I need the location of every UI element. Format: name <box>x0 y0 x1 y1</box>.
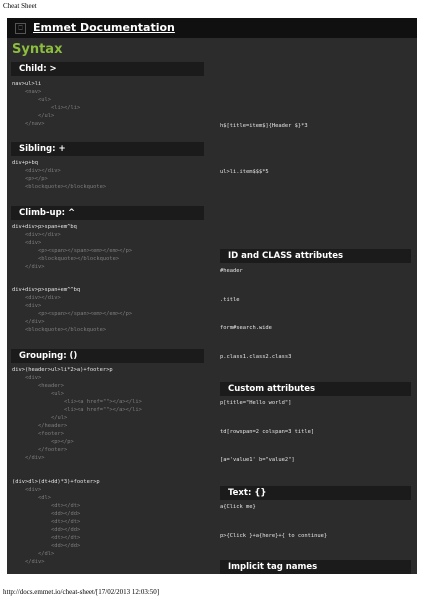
expanded-html-line: <blockquote></blockquote> <box>25 327 107 333</box>
id-class-item: #header <box>220 268 243 274</box>
expanded-html-line: </ul> <box>38 113 55 119</box>
expanded-html-line: <p></p> <box>25 176 48 182</box>
grouping-header: Grouping: () <box>11 349 204 363</box>
expanded-html-line: <dl> <box>38 495 51 501</box>
expanded-html-line: </header> <box>38 423 68 429</box>
expanded-html-line: <ul> <box>38 97 51 103</box>
id-class-header: ID and CLASS attributes <box>220 249 411 263</box>
expanded-html-line: <ul> <box>51 391 64 397</box>
expanded-html-line: <div></div> <box>25 295 61 301</box>
expanded-html-line: <div></div> <box>25 168 61 174</box>
sibling-header: Sibling: + <box>11 142 204 156</box>
text-header: Text: {} <box>220 486 411 500</box>
expanded-html-line: <nav> <box>25 89 42 95</box>
expanded-html-line: </dl> <box>38 551 55 557</box>
attr-example-1: h$[title=item$]{Header $}*3 <box>220 123 308 129</box>
expanded-html-line: </nav> <box>25 121 45 127</box>
expanded-html-line: <dd></dd> <box>51 527 81 533</box>
climb-up-code-2 <box>12 286 132 334</box>
text-item: p>{Click }+a{here}+{ to continue} <box>220 533 328 539</box>
id-class-item: form#search.wide <box>220 325 272 331</box>
expanded-html-line: </div> <box>25 559 45 565</box>
expanded-html-line: <p><span></span><em></em></p> <box>38 248 133 254</box>
climb-up-code-1 <box>12 223 132 271</box>
site-title-link[interactable]: Emmet Documentation <box>33 21 175 34</box>
expanded-html-line: <div> <box>25 487 42 493</box>
expanded-html-line: <header> <box>38 383 64 389</box>
id-class-item: p.class1.class2.class3 <box>220 354 292 360</box>
abbreviation-line: nav>ul>li <box>12 81 42 87</box>
expanded-html-line: <li></li> <box>51 105 81 111</box>
expanded-html-line: </div> <box>25 455 45 461</box>
expanded-html-line: <dt></dt> <box>51 519 81 525</box>
expanded-html-line: </div> <box>25 319 45 325</box>
abbreviation-line: div>(header>ul>li*2>a)+footer>p <box>12 367 113 373</box>
expanded-html-line: <p><span></span><em></em></p> <box>38 311 133 317</box>
expanded-html-line: <dt></dt> <box>51 503 81 509</box>
sibling-code <box>12 159 106 191</box>
expanded-html-line: <div> <box>25 303 42 309</box>
child-header: Child: > <box>11 62 204 76</box>
expanded-html-line: <dd></dd> <box>51 543 81 549</box>
syntax-heading: Syntax <box>12 42 63 57</box>
abbreviation-line: div+div>p>span+em^^bq <box>12 287 81 293</box>
custom-attr-item: [a='value1' b="value2"] <box>220 457 295 463</box>
expanded-html-line: <li><a href=""></a></li> <box>64 399 142 405</box>
custom-attr-item: p[title="Hello world"] <box>220 400 292 406</box>
expanded-html-line: <dd></dd> <box>51 511 81 517</box>
child-code <box>12 80 80 128</box>
print-footer-url: http://docs.emmet.io/cheat-sheet/[17/02/2013 12:03:50] <box>3 588 160 596</box>
expanded-html-line: </div> <box>25 264 45 270</box>
attr-example-2: ul>li.item$$$*5 <box>220 169 269 175</box>
climb-up-header: Climb-up: ^ <box>11 206 204 220</box>
id-class-item: .title <box>220 297 240 303</box>
custom-attributes-header: Custom attributes <box>220 382 411 396</box>
expanded-html-line: <dt></dt> <box>51 535 81 541</box>
browser-page-title: Cheat Sheet <box>3 2 37 10</box>
expanded-html-line: <div> <box>25 375 42 381</box>
abbreviation-line: div+div>p>span+em^bq <box>12 224 77 230</box>
expanded-html-line: <li><a href=""></a></li> <box>64 407 142 413</box>
expanded-html-line: <div></div> <box>25 232 61 238</box>
implicit-tag-names-header: Implicit tag names <box>220 560 411 574</box>
text-item: a{Click me} <box>220 504 256 510</box>
page-content <box>7 18 417 574</box>
logo-icon: ⎕ <box>15 23 26 34</box>
expanded-html-line: <div> <box>25 240 42 246</box>
abbreviation-line: (div>dl>(dt+dd)*3)+footer>p <box>12 479 100 485</box>
expanded-html-line: </ul> <box>51 415 68 421</box>
expanded-html-line: <blockquote></blockquote> <box>25 184 107 190</box>
expanded-html-line: <blockquote></blockquote> <box>38 256 120 262</box>
grouping-code-1 <box>12 366 142 462</box>
grouping-code-2 <box>12 478 100 566</box>
expanded-html-line: </footer> <box>38 447 68 453</box>
custom-attr-item: td[rowspan=2 colspan=3 title] <box>220 429 315 435</box>
expanded-html-line: <footer> <box>38 431 64 437</box>
expanded-html-line: <p></p> <box>51 439 74 445</box>
abbreviation-line: div+p+bq <box>12 160 38 166</box>
top-bar <box>7 18 417 38</box>
